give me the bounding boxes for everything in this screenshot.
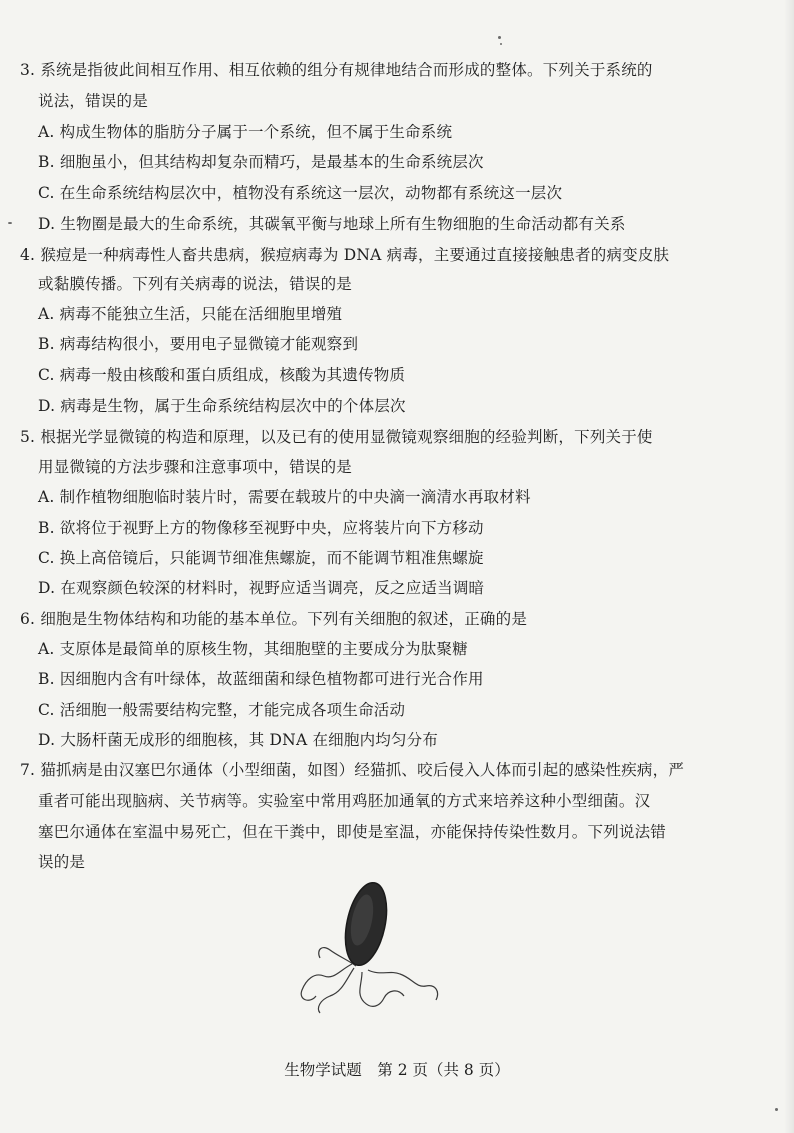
scan-speck	[500, 43, 502, 45]
question-6-stem-line-1: 6. 细胞是生物体结构和功能的基本单位。下列有关细胞的叙述，正确的是	[20, 610, 528, 628]
question-7-stem-line-3: 塞巴尔通体在室温中易死亡，但在干粪中，即使是室温，亦能保持传染性数月。下列说法错	[38, 823, 667, 841]
question-3-stem-line-1: 3. 系统是指彼此间相互作用、相互依赖的组分有规律地结合而形成的整体。下列关于系统的	[20, 61, 653, 79]
question-4-option-b: B. 病毒结构很小，要用电子显微镜才能观察到	[38, 335, 359, 353]
question-6-option-b: B. 因细胞内含有叶绿体，故蓝细菌和绿色植物都可进行光合作用	[38, 670, 484, 688]
question-3-option-b: B. 细胞虽小，但其结构却复杂而精巧，是最基本的生命系统层次	[38, 153, 484, 171]
question-3-stem-line-2: 说法，错误的是	[38, 92, 148, 110]
question-7-stem-line-2: 重者可能出现脑病、关节病等。实验室中常用鸡胚加通氧的方式来培养这种小型细菌。汉	[38, 792, 651, 810]
scan-speck	[8, 222, 12, 224]
bacterium-figure	[290, 880, 460, 1015]
scan-edge-shadow	[784, 0, 794, 1133]
question-5-option-b: B. 欲将位于视野上方的物像移至视野中央，应将装片向下方移动	[38, 519, 484, 537]
question-5-stem-line-2: 用显微镜的方法步骤和注意事项中，错误的是	[38, 458, 353, 476]
question-6-option-d: D. 大肠杆菌无成形的细胞核，其 DNA 在细胞内均匀分布	[38, 731, 439, 749]
question-3-option-a: A. 构成生物体的脂肪分子属于一个系统，但不属于生命系统	[38, 123, 453, 141]
question-7-stem-line-4: 误的是	[38, 853, 86, 871]
scan-speck	[775, 1108, 778, 1111]
question-3-option-c: C. 在生命系统结构层次中，植物没有系统这一层次，动物都有系统这一层次	[38, 184, 563, 202]
question-6-option-a: A. 支原体是最简单的原核生物，其细胞壁的主要成分为肽聚糖	[38, 640, 468, 658]
question-4-option-a: A. 病毒不能独立生活，只能在活细胞里增殖	[38, 305, 343, 323]
question-7-stem-line-1: 7. 猫抓病是由汉塞巴尔通体（小型细菌，如图）经猫抓、咬后侵入人体而引起的感染性疾病，严	[20, 761, 685, 779]
question-3-option-d: D. 生物圈是最大的生命系统，其碳氧平衡与地球上所有生物细胞的生命活动都有关系	[38, 215, 626, 233]
question-4-stem-line-2: 或黏膜传播。下列有关病毒的说法，错误的是	[38, 275, 353, 293]
question-4-stem-line-1: 4. 猴痘是一种病毒性人畜共患病，猴痘病毒为 DNA 病毒，主要通过直接接触患者的病变皮肤	[20, 246, 670, 264]
question-4-option-c: C. 病毒一般由核酸和蛋白质组成，核酸为其遗传物质	[38, 366, 406, 384]
question-5-option-c: C. 换上高倍镜后，只能调节细准焦螺旋，而不能调节粗准焦螺旋	[38, 549, 484, 567]
question-5-option-d: D. 在观察颜色较深的材料时，视野应适当调亮，反之应适当调暗	[38, 579, 485, 597]
page-footer: 生物学试题 第 2 页（共 8 页）	[284, 1061, 510, 1079]
question-4-option-d: D. 病毒是生物，属于生命系统结构层次中的个体层次	[38, 397, 406, 415]
rod-shaped-bacterium-icon	[290, 880, 460, 1015]
scan-speck	[498, 36, 501, 39]
question-6-option-c: C. 活细胞一般需要结构完整，才能完成各项生命活动	[38, 701, 406, 719]
question-5-stem-line-1: 5. 根据光学显微镜的构造和原理，以及已有的使用显微镜观察细胞的经验判断，下列关于使	[20, 428, 653, 446]
question-5-option-a: A. 制作植物细胞临时装片时，需要在载玻片的中央滴一滴清水再取材料	[38, 488, 531, 506]
